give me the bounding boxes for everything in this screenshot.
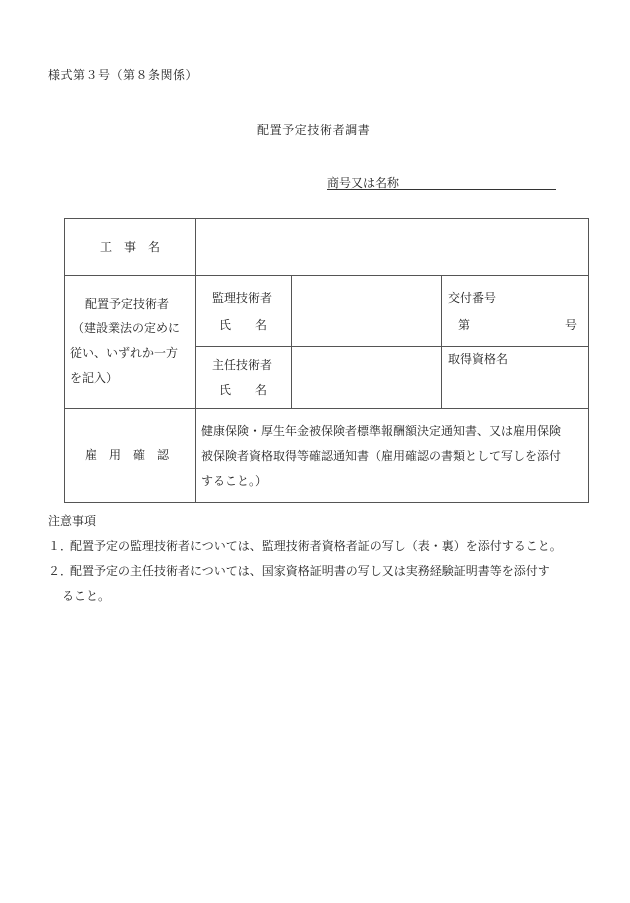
document-title: 配置予定技術者調書 — [257, 123, 371, 137]
note-2-number: ２． — [48, 564, 73, 578]
table-border-left — [64, 218, 65, 503]
supervising-engineer-name-input[interactable] — [292, 276, 441, 346]
company-name-label: 商号又は名称 — [327, 176, 400, 190]
engineer-label-line2: （建設業法の定めに — [72, 321, 181, 335]
chief-engineer-name-input[interactable] — [292, 347, 441, 408]
engineer-label-line1: 配置予定技術者 — [85, 297, 170, 311]
certificate-number-input[interactable] — [472, 312, 562, 336]
note-1-number: １． — [48, 539, 73, 553]
company-name-field[interactable] — [327, 174, 556, 190]
table-border-right — [588, 218, 589, 503]
qualification-name-input[interactable] — [442, 370, 588, 408]
notes-heading: 注意事項 — [48, 514, 97, 528]
row-divider — [64, 408, 589, 409]
note-2-text: 配置予定の主任技術者については、国家資格証明書の写し又は実務経験証明書等を添付す — [70, 564, 550, 578]
engineer-label-line3: 従い、いずれか一方 — [70, 346, 179, 360]
table-border-bottom — [64, 502, 589, 503]
employment-text-line3: すること。） — [201, 474, 268, 488]
chief-engineer-label: 主任技術者 — [212, 358, 273, 372]
chief-engineer-name-label: 氏 名 — [219, 383, 268, 397]
form-number-label: 様式第３号（第８条関係） — [48, 68, 199, 82]
supervising-engineer-label: 監理技術者 — [212, 291, 273, 305]
engineer-label-line4: を記入） — [70, 371, 119, 385]
note-2-text-continued: ること。 — [62, 589, 111, 603]
employment-text-line2: 被保険者資格取得等確認通知書（雇用確認の書類として写しを添付 — [201, 449, 562, 463]
note-1-text: 配置予定の監理技術者については、監理技術者資格者証の写し（表・裏）を添付すること。 — [70, 539, 562, 553]
employment-text-line1: 健康保険・厚生年金被保険者標準報酬額決定通知書、又は雇用保険 — [201, 424, 562, 438]
employment-confirmation-label: 雇 用 確 認 — [85, 448, 170, 462]
certificate-number-label: 交付番号 — [448, 291, 497, 305]
work-name-input[interactable] — [196, 219, 588, 275]
qualification-name-label: 取得資格名 — [448, 352, 509, 366]
certificate-number-prefix: 第 — [458, 318, 471, 332]
supervising-engineer-name-label: 氏 名 — [219, 318, 268, 332]
work-name-label: 工 事 名 — [100, 240, 161, 254]
certificate-number-suffix: 号 — [565, 318, 578, 332]
